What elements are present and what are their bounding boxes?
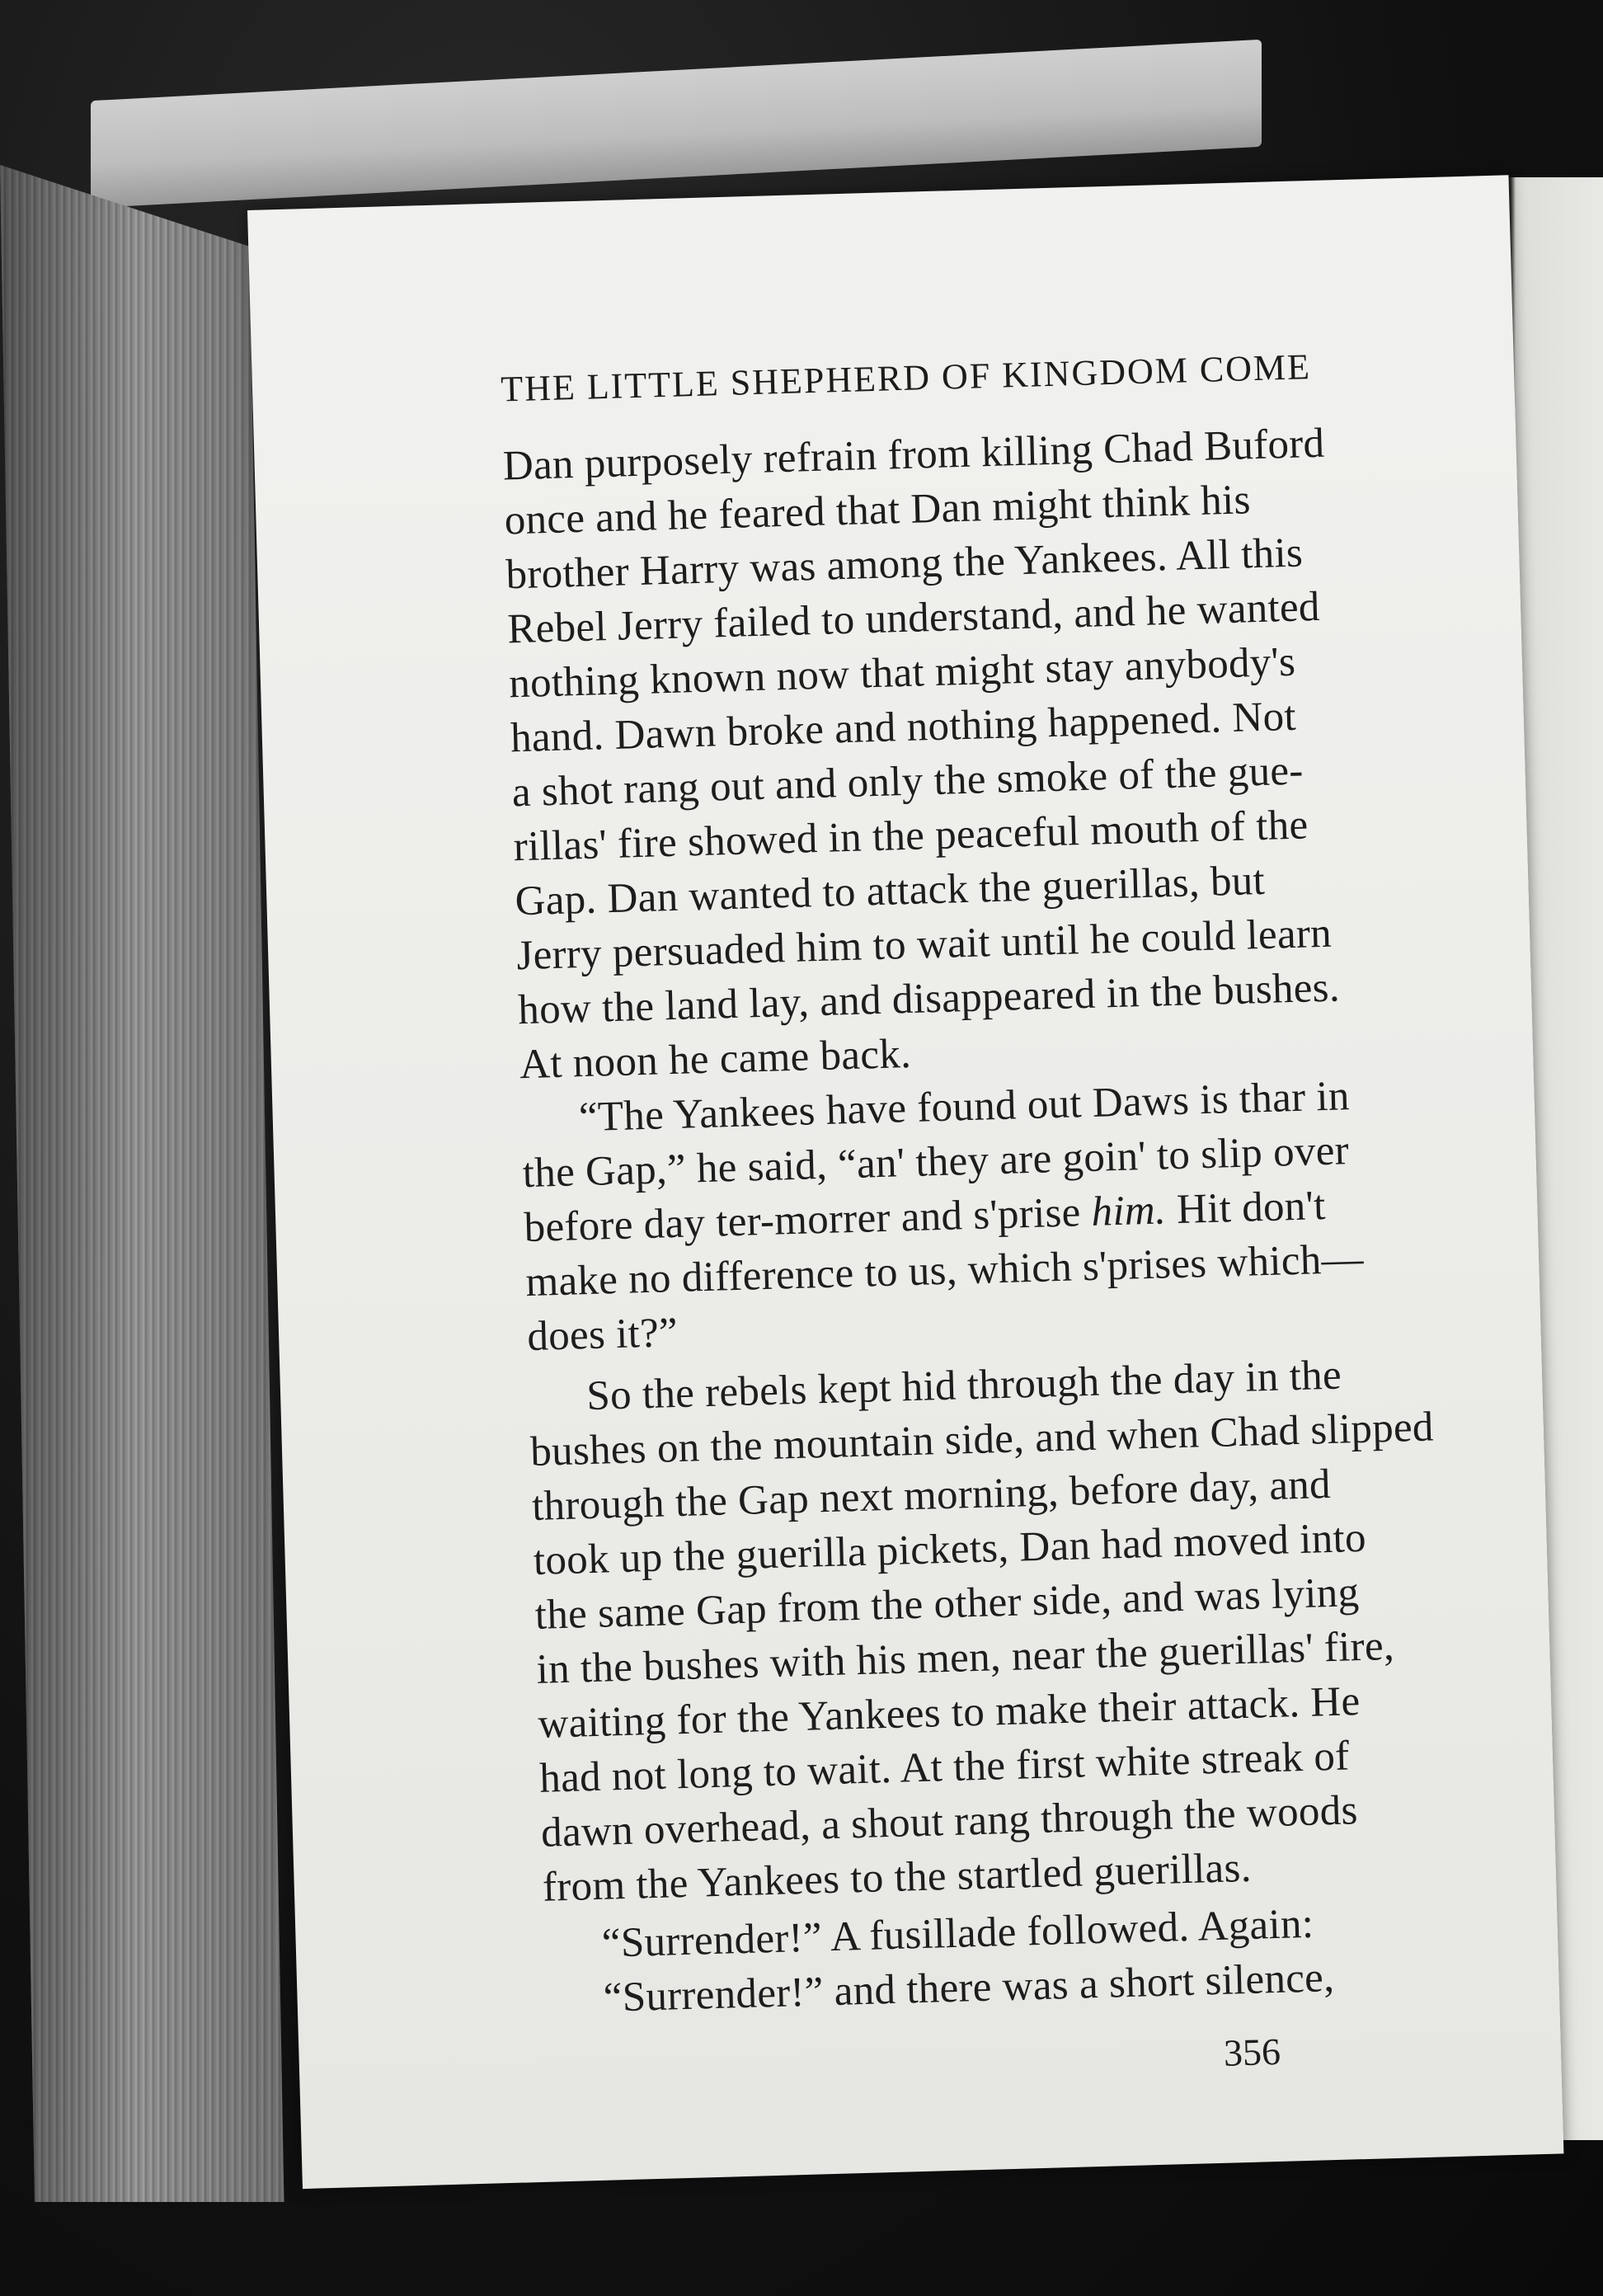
- text-span: before day ter-morrer and s'prise: [523, 1188, 1093, 1252]
- text-line: in the bushes with his men, near the guerillas' fire,: [535, 1622, 1395, 1693]
- text-line: dawn overhead, a shout rang through the woods: [540, 1787, 1359, 1856]
- text-line: from the Yankees to the startled guerillas.: [542, 1844, 1253, 1911]
- text-line: rillas' fire showed in the peaceful mouth of the: [513, 802, 1309, 871]
- text-line: “Surrender!” and there was a short silence,: [603, 1955, 1335, 2021]
- text-line: does it?”: [526, 1309, 679, 1361]
- text-line: once and he feared that Dan might think his: [503, 477, 1252, 544]
- text-line: nothing known now that might stay anybody's: [508, 638, 1296, 708]
- text-line: “Surrender!” A fusillade followed. Again:: [601, 1900, 1314, 1967]
- text-line: hand. Dawn broke and nothing happened. Not: [510, 693, 1297, 762]
- text-line: Rebel Jerry failed to understand, and he wanted: [506, 583, 1321, 653]
- text-span: Hit don't: [1165, 1182, 1327, 1234]
- text-line: brother Harry was among the Yankees. All this: [505, 529, 1304, 599]
- text-line: waiting for the Yankees to make their attack. He: [537, 1678, 1361, 1748]
- text-line: Dan purposely refrain from killing Chad Buford: [502, 420, 1326, 490]
- text-line: had not long to wait. At the first white streak of: [538, 1733, 1351, 1802]
- text-line: Jerry persuaded him to wait until he could learn: [515, 910, 1333, 980]
- text-line: the Gap,” he said, “an' they are goin' to slip over: [522, 1127, 1350, 1197]
- text-line: make no difference to us, which s'prises which—: [524, 1235, 1365, 1306]
- text-line: a shot rang out and only the smoke of the gue-: [511, 747, 1304, 816]
- text-line: bushes on the mountain side, and when Chad slipped: [529, 1404, 1435, 1476]
- text-line: the same Gap from the other side, and was lying: [534, 1569, 1361, 1639]
- text-line: how the land lay, and disappeared in the bushes.: [517, 964, 1341, 1034]
- page-number: 356: [1223, 2030, 1281, 2074]
- text-line: through the Gap next morning, before day, and: [531, 1461, 1332, 1530]
- text-line: So the rebels kept hid through the day in the: [585, 1352, 1342, 1420]
- italic-emphasis: him.: [1090, 1187, 1167, 1235]
- text-line: Gap. Dan wanted to attack the guerillas, but: [514, 857, 1266, 925]
- text-line: At noon he came back.: [519, 1030, 912, 1089]
- running-head: THE LITTLE SHEPHERD OF KINGDOM COME: [500, 346, 1312, 410]
- text-line: took up the guerilla pickets, Dan had moved into: [533, 1514, 1367, 1584]
- text-line: “The Yankees have found out Daws is thar in: [578, 1073, 1351, 1141]
